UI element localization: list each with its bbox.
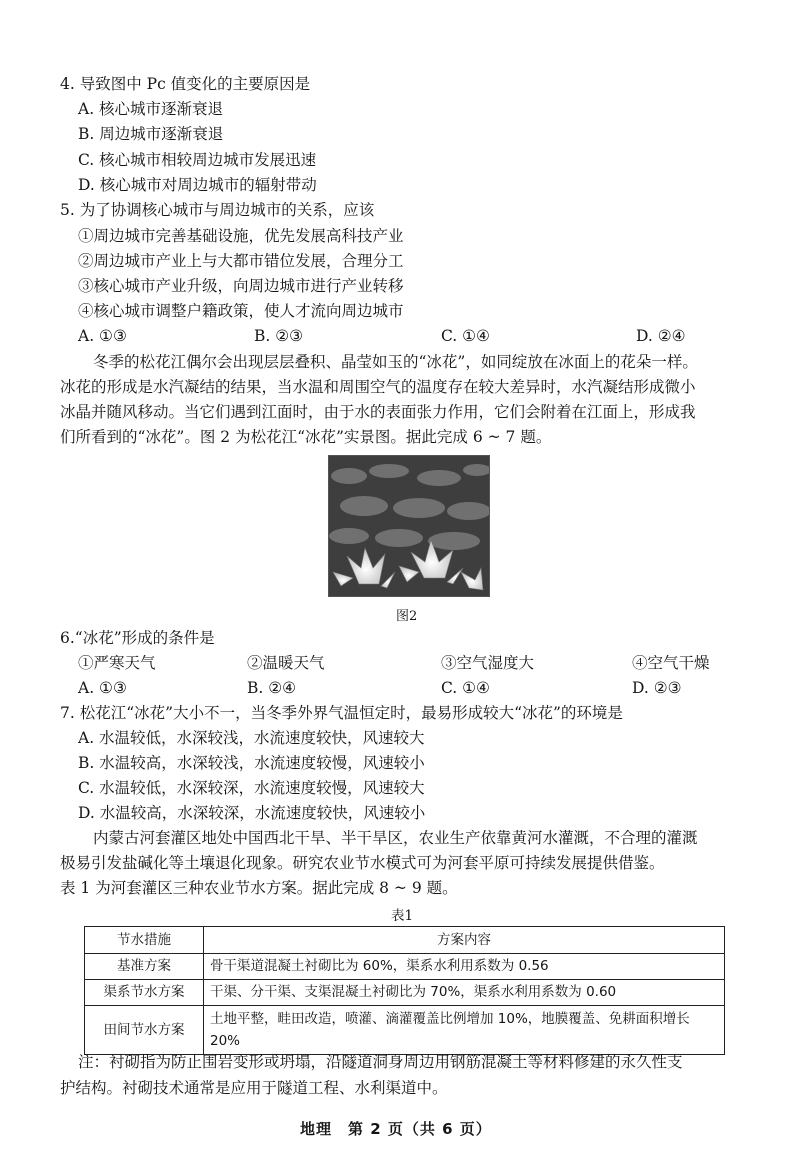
table-header-content: 方案内容 (204, 927, 725, 954)
figure-2-caption: 图2 (396, 609, 418, 624)
q4-option-d: D. 核心城市对周边城市的辐射带动 (78, 176, 317, 194)
ice-flower-photo (328, 455, 490, 597)
table-cell-measure: 渠系节水方案 (85, 980, 204, 1006)
q4-stem: 4. 导致图中 Pc 值变化的主要原因是 (60, 75, 311, 93)
table-cell-measure: 基准方案 (85, 954, 204, 980)
passage1-line-1: 冬季的松花江偶尔会出现层层叠积、晶莹如玉的“冰花”，如同绽放在冰面上的花朵一样。 (93, 353, 698, 371)
table-cell-content: 土地平整，畦田改造，喷灌、滴灌覆盖比例增加 10%，地膜覆盖、免耕面积增长 20% (204, 1006, 725, 1055)
water-saving-table (84, 926, 725, 1055)
q6-stem: 6.“冰花”形成的条件是 (60, 629, 215, 647)
q4-option-a: A. 核心城市逐渐衰退 (78, 100, 224, 118)
q5-item-3: ③核心城市产业升级，向周边城市进行产业转移 (78, 277, 404, 295)
table-header-measure: 节水措施 (85, 927, 204, 954)
q5-stem: 5. 为了协调核心城市与周边城市的关系，应该 (60, 201, 375, 219)
passage2-line-3: 表 1 为河套灌区三种农业节水方案。据此完成 8 ~ 9 题。 (60, 879, 458, 897)
q4-option-b: B. 周边城市逐渐衰退 (78, 125, 224, 143)
table-row (85, 980, 725, 1006)
q7-option-c: C. 水温较低，水深较深，水流速度较慢，风速较大 (78, 779, 425, 797)
table-header-row (85, 927, 725, 954)
passage1-line-2: 冰花的形成是水汽凝结的结果，当水温和周围空气的温度存在较大差异时，水汽凝结形成微小 (60, 378, 696, 396)
q6-choice-d: D. ②③ (632, 679, 682, 697)
passage2-line-1: 内蒙古河套灌区地处中国西北干旱、半干旱区，农业生产依靠黄河水灌溉，不合理的灌溉 (93, 829, 698, 847)
passage2-line-2: 极易引发盐碱化等土壤退化现象。研究农业节水模式可为河套平原可持续发展提供借鉴。 (60, 854, 665, 872)
note-line-2: 护结构。衬砌技术通常是应用于隧道工程、水利渠道中。 (60, 1079, 448, 1097)
q7-option-a: A. 水温较低，水深较浅，水流速度较快，风速较大 (78, 729, 425, 747)
table-row (85, 954, 725, 980)
table-row (85, 1006, 725, 1055)
passage1-line-4: 们所看到的“冰花”。图 2 为松花江“冰花”实景图。据此完成 6 ~ 7 题。 (60, 428, 552, 446)
q7-stem: 7. 松花江“冰花”大小不一，当冬季外界气温恒定时，最易形成较大“冰花”的环境是 (60, 704, 623, 722)
q6-choice-b: B. ②④ (247, 679, 297, 697)
q4-option-c: C. 核心城市相较周边城市发展迅速 (78, 151, 317, 169)
q5-choice-b: B. ②③ (254, 327, 304, 345)
q6-choice-a: A. ①③ (78, 679, 127, 697)
q6-item-1: ①严寒天气 (78, 654, 156, 672)
table-cell-content: 干渠、分干渠、支渠混凝土衬砌比为 70%，渠系水利用系数为 0.60 (204, 980, 725, 1006)
q6-item-3: ③空气湿度大 (441, 654, 535, 672)
table-cell-measure: 田间节水方案 (85, 1006, 204, 1055)
q6-choice-c: C. ①④ (441, 679, 490, 697)
q5-item-1: ①周边城市完善基础设施，优先发展高科技产业 (78, 227, 404, 245)
q7-option-b: B. 水温较高，水深较浅，水流速度较慢，风速较小 (78, 754, 425, 772)
q5-item-4: ④核心城市调整户籍政策，使人才流向周边城市 (78, 302, 404, 320)
q5-choice-a: A. ①③ (78, 327, 127, 345)
q6-item-2: ②温暖天气 (247, 654, 325, 672)
q7-option-d: D. 水温较高，水深较深，水流速度较快，风速较小 (78, 804, 426, 822)
table-cell-content: 骨干渠道混凝土衬砌比为 60%，渠系水利用系数为 0.56 (204, 954, 725, 980)
q6-item-4: ④空气干燥 (632, 654, 710, 672)
page-footer: 地理 第 2 页（共 6 页） (300, 1120, 492, 1138)
q5-item-2: ②周边城市产业上与大都市错位发展，合理分工 (78, 252, 404, 270)
note-line-1: 注：衬砌指为防止围岩变形或坍塌，沿隧道洞身周边用钢筋混凝土等材料修建的永久性支 (78, 1053, 683, 1071)
q5-choice-c: C. ①④ (441, 327, 490, 345)
table-1-caption: 表1 (391, 908, 414, 924)
q5-choice-d: D. ②④ (636, 327, 686, 345)
passage1-line-3: 冰晶并随风移动。当它们遇到江面时，由于水的表面张力作用，它们会附着在江面上，形成我 (60, 403, 696, 421)
